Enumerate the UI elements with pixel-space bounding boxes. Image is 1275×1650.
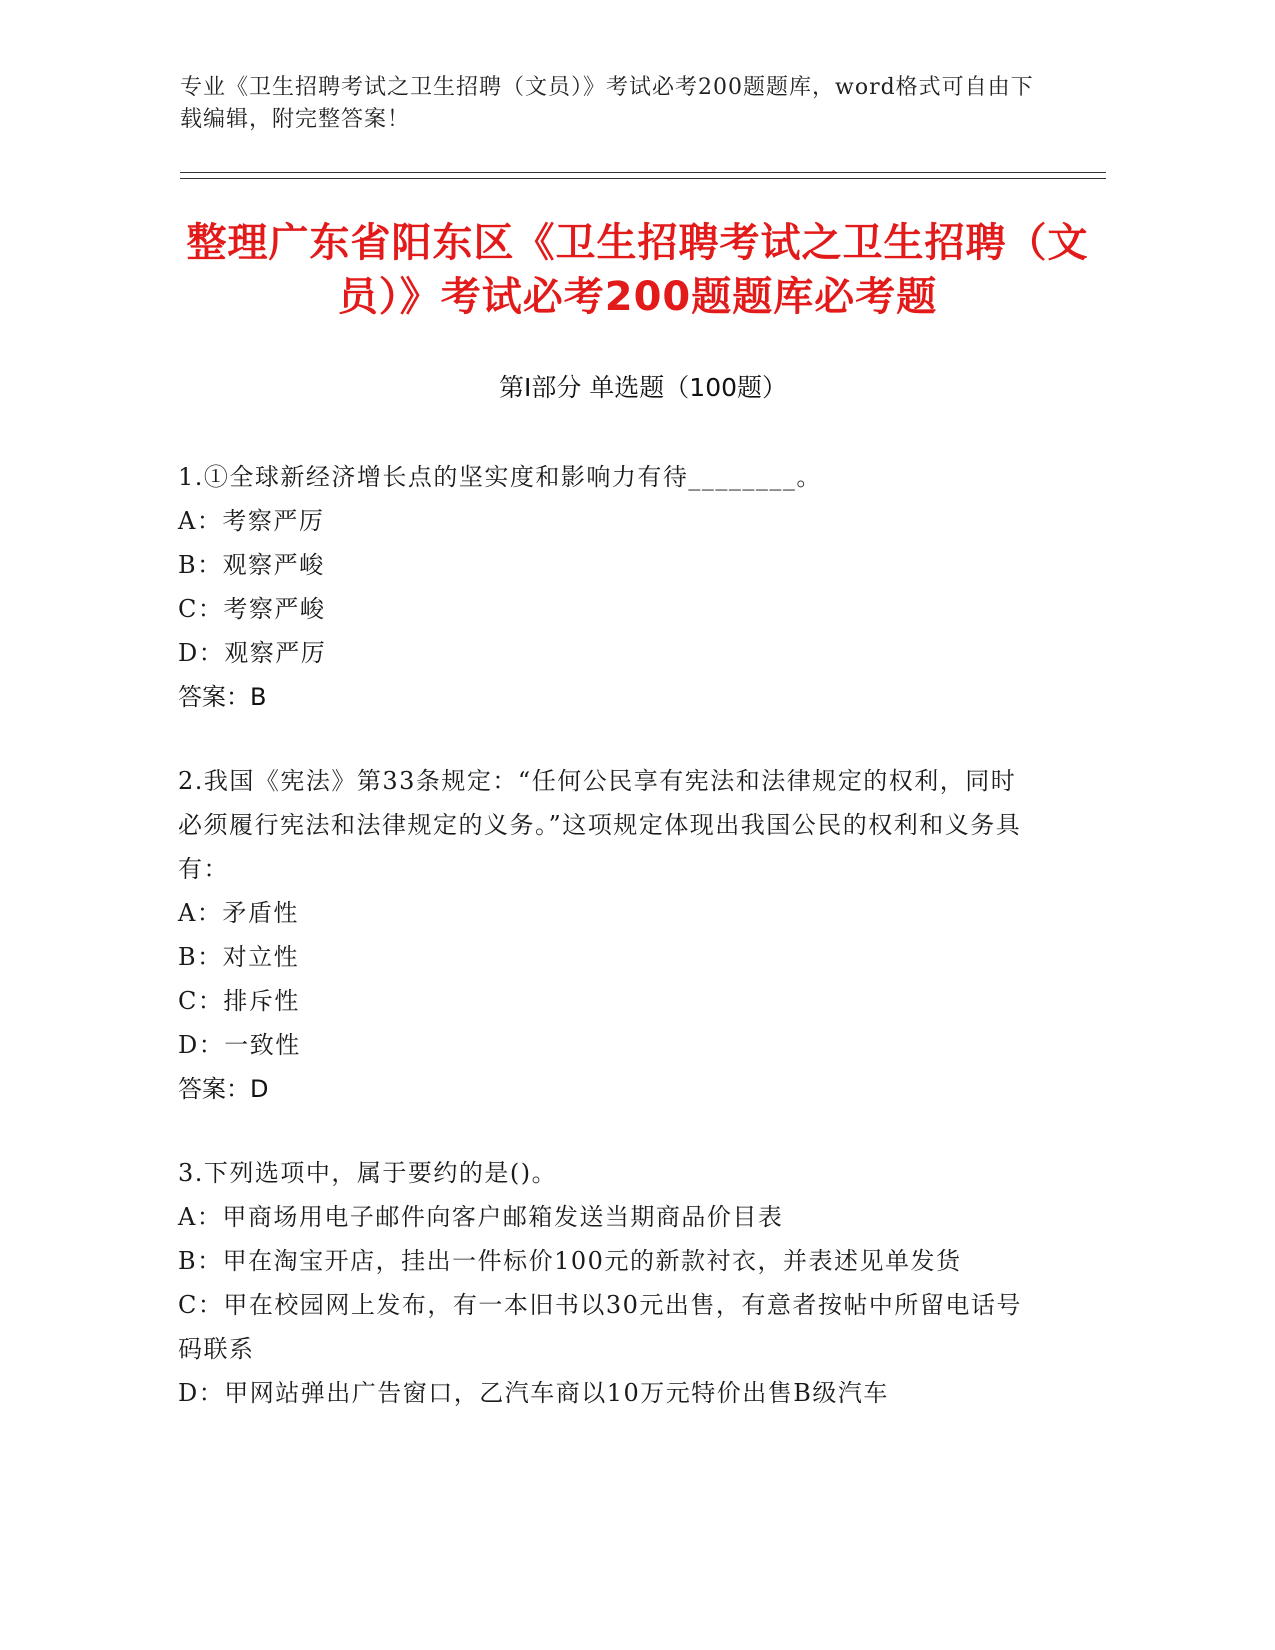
option-c: C：考察严峻 <box>178 595 326 623</box>
option-b: B：甲在淘宝开店，挂出一件标价100元的新款衬衣，并表述见单发货 <box>178 1247 962 1275</box>
option-b: B：观察严峻 <box>178 551 325 579</box>
option-c: C：甲在校园网上发布，有一本旧书以30元出售，有意者按帖中所留电话号码联系 <box>178 1291 1022 1363</box>
question-3 <box>178 1151 1038 1415</box>
document-title: 整理广东省阳东区《卫生招聘考试之卫生招聘（文员）》考试必考200题题库必考题 <box>186 220 1089 320</box>
option-c: C：排斥性 <box>178 987 300 1015</box>
option-a: A：考察严厉 <box>178 507 325 535</box>
option-a: A：甲商场用电子邮件向客户邮箱发送当期商品价目表 <box>178 1203 784 1231</box>
header-divider-bottom <box>180 178 1106 179</box>
question-1 <box>178 455 1038 719</box>
answer-line: 答案：B <box>178 683 267 711</box>
question-stem: 1.①全球新经济增长点的坚实度和影响力有待________。 <box>178 463 822 491</box>
section-heading: 第Ⅰ部分 单选题（100题） <box>498 373 788 402</box>
option-d: D：甲网站弹出广告窗口，乙汽车商以10万元特价出售B级汽车 <box>178 1379 889 1407</box>
answer-line: 答案：D <box>178 1075 269 1103</box>
question-2 <box>178 759 1038 1111</box>
question-stem: 3.下列选项中，属于要约的是()。 <box>178 1159 558 1187</box>
header-divider-top <box>180 172 1106 173</box>
question-list <box>178 455 1038 1455</box>
option-a: A：矛盾性 <box>178 899 299 927</box>
option-d: D：观察严厉 <box>178 639 327 667</box>
question-stem: 2.我国《宪法》第33条规定：“任何公民享有宪法和法律规定的权利，同时必须履行宪法和法律规定的义务。”这项规定体现出我国公民的权利和义务具有： <box>178 767 1022 883</box>
option-b: B：对立性 <box>178 943 300 971</box>
option-d: D：一致性 <box>178 1031 301 1059</box>
header-note: 专业《卫生招聘考试之卫生招聘（文员）》考试必考200题题库，word格式可自由下载编辑，附完整答案！ <box>180 75 1034 132</box>
